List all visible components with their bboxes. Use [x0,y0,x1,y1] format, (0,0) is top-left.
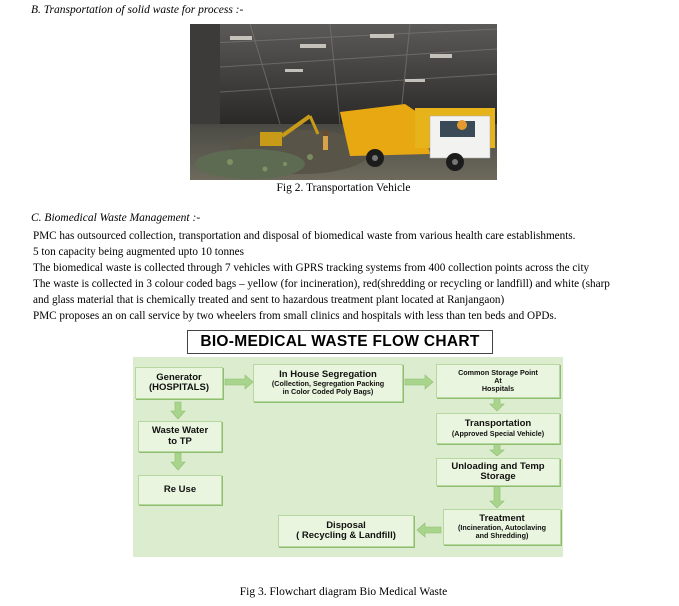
segregation-sub2: in Color Coded Poly Bags) [282,387,374,397]
arrow-storage-to-transportation [490,397,504,411]
wastewater-box [138,421,222,452]
storage-box [436,364,560,398]
section-c-heading: C. Biomedical Waste Management :- [31,212,201,224]
unloading-line1: Unloading and Temp [451,460,545,472]
section-b-heading: B. Transportation of solid waste for process :- [31,4,244,16]
disposal-line1: Disposal [326,519,366,531]
storage-line3: Hospitals [481,383,515,393]
wastewater-line2: to TP [168,435,192,447]
section-c-line: PMC has outsourced collection, transportation and disposal of biomedical waste from various health care establishments. [33,230,576,242]
transportation-title: Transportation [464,418,532,430]
warehouse-truck-image [190,24,497,180]
unloading-line2: Storage [480,471,516,482]
arrow-unloading-to-treatment [490,486,504,508]
treatment-sub1: (Incineration, Autoclaving [458,523,546,533]
arrow-segregation-to-storage [405,375,433,389]
transportation-sub: (Approved Special Vehicle) [451,428,545,438]
disposal-line2: ( Recycling & Landfill) [296,530,396,541]
storage-line2: At [494,376,502,386]
flowchart-diagram [133,357,563,557]
section-c-line: and glass material that is chemically treated and sent to hazardous treatment plant located at Ranjangaon) [33,294,505,306]
arrow-treatment-to-disposal [417,523,441,537]
treatment-sub2: and Shredding) [475,531,529,541]
transportation-vehicle-photo [190,24,497,180]
section-c-body [33,228,673,324]
arrow-generator-to-segregation [225,375,253,389]
section-c-line: The waste is collected in 3 colour coded bags – yellow (for incineration), red(shredding or recycling or landfill) and white (sharp [33,278,610,290]
arrow-transportation-to-unloading [490,444,504,456]
section-c-line: 5 ton capacity being augmented upto 10 tonnes [33,246,244,258]
generator-sublabel: (HOSPITALS) [149,382,209,393]
treatment-title: Treatment [479,512,525,524]
storage-line1: Common Storage Point [458,368,538,378]
reuse-box [138,475,222,505]
arrow-wastewater-to-reuse [171,453,185,470]
fig2-caption: Fig 2. Transportation Vehicle [276,182,411,194]
flowchart-title: BIO-MEDICAL WASTE FLOW CHART [187,330,493,354]
section-c-line: The biomedical waste is collected through 7 vehicles with GPRS tracking systems from 400 collection points across the city [33,262,590,274]
treatment-box [443,509,561,545]
fig3-caption: Fig 3. Flowchart diagram Bio Medical Waste [239,586,448,598]
generator-label: Generator [156,371,202,383]
segregation-box [253,364,403,402]
segregation-sub1: (Collection, Segregation Packing [271,379,385,389]
reuse-label: Re Use [163,483,197,495]
unloading-box [436,458,560,486]
wastewater-line1: Waste Water [151,425,209,437]
disposal-box [278,515,414,547]
section-c-line: PMC proposes an on call service by two wheelers from small clinics and hospitals with less than ten beds and OPDs. [33,310,557,322]
segregation-title: In House Segregation [279,368,377,380]
transportation-box [436,413,560,444]
generator-box [135,367,223,399]
arrow-generator-to-wastewater [171,402,185,419]
